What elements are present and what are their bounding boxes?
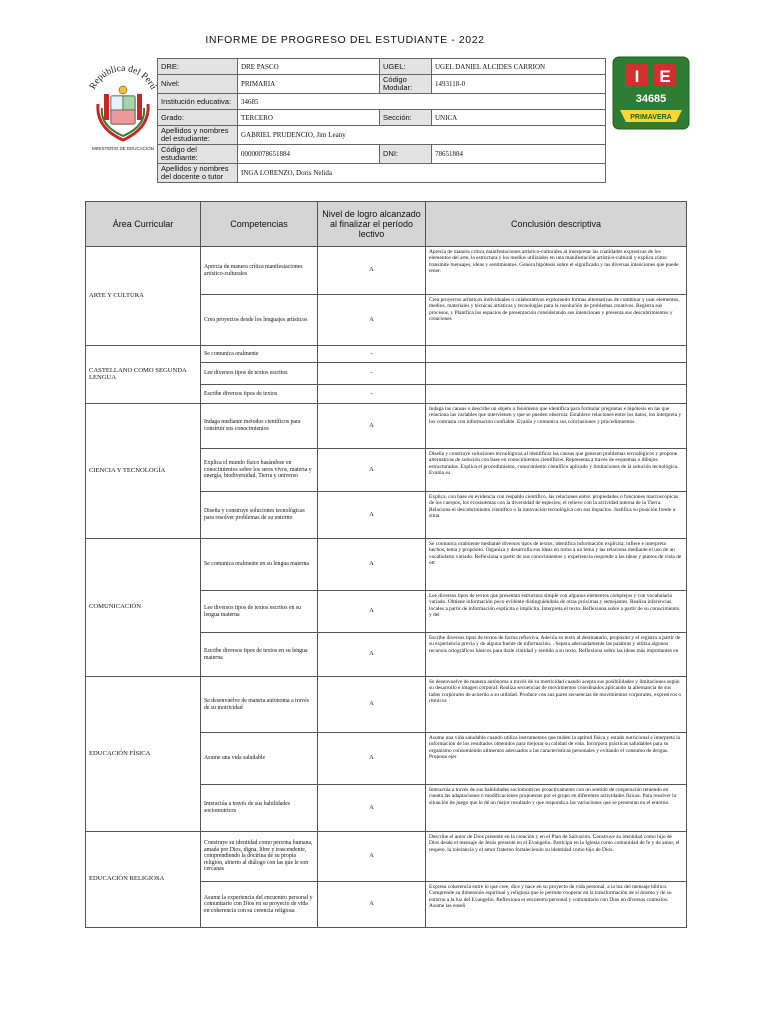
competencia-cell: Se comunica oralmente en su lengua materna <box>201 539 318 591</box>
conclusion-cell: Expresa coherencia entre lo que cree, dice y hace en su proyecto de vida personal, a la luz del mensaje bíblico. Comprende su dimensión espiritual y religiosa que le permite cooperar en la transformación de sí mismo y de su entorno a la luz del Evangelio. Reflexiona el encuentro personal y comunitario con Dios en diversos contextos. Asume las enseñ <box>426 882 687 928</box>
conclusion-cell: Interactúa a través de sus habilidades sociomotrices proactivamente con un sentido de cooperación teniendo en cuenta las adaptaciones o modificaciones propuestas por el grupo en diferentes actividades físicas. Para resolver la situación de juego que le dé un mejor resultado y que responda a las variaciones que se presentan en el entorno. <box>426 785 687 832</box>
competencia-cell: Diseña y construye soluciones tecnológicas para resolver problemas de su entorno <box>201 492 318 539</box>
svg-text:MINISTERIO DE EDUCACIÓN: MINISTERIO DE EDUCACIÓN <box>91 146 155 151</box>
dni-value: 78651884 <box>432 145 606 164</box>
conclusion-cell: Se comunica oralmente mediante diversos tipos de textos; identifica información explícita; infiere e interpreta hechos, tema y propósito. Organiza y desarrolla sus ideas en torno a un tema y las relaciona mediante el uso de un vocabulario variado. Reflexiona a partir de sus conocimientos y experiencia responde a las ideas y puntos de vista de otr <box>426 539 687 591</box>
estudiante-value: GABRIEL PRUDENCIO, Jim Leany <box>238 126 606 145</box>
conclusion-cell <box>426 346 687 363</box>
header-area: Área Curricular <box>86 202 201 247</box>
competencia-cell: Asume la experiencia del encuentro personal y comunitario con Dios en su proyecto de vida en coherencia con su creencia religiosa <box>201 882 318 928</box>
codigo-estudiante-label: Código del estudiante: <box>158 145 238 164</box>
competencia-cell: Se desenvuelve de manera autónoma a través de su motricidad <box>201 677 318 733</box>
institucion-value: 34685 <box>238 94 606 110</box>
competencia-cell: Aprecia de manera crítica manifestaciones artístico-culturales <box>201 247 318 295</box>
nivel-logro-cell: A <box>318 539 426 591</box>
conclusion-cell: Diseña y construye soluciones tecnológicas al identificar las causas que generan problemas tecnológicos y propone alternativas de solución con base en conocimientos científicos. Representa a través de esquemas o dibujos estructurados. Explica el procedimiento, conocimiento científico aplicado y limitaciones de la solución tecnológica. Evalúa su <box>426 449 687 492</box>
nivel-logro-cell: A <box>318 677 426 733</box>
conclusion-cell <box>426 363 687 385</box>
competencia-cell: Escribe diversos tipos de textos <box>201 385 318 404</box>
conclusion-cell: Lee diversos tipos de textos que presentan estructura simple con algunos elementos complejos y con vocabulario variado. Obtiene información poco evidente distinguiéndola de otras próximas y semejantes. Realiza inferencias locales a partir de información explícita e implícita. Interpreta el texto. Reflexiona sobre a partir de su conocimiento y del <box>426 591 687 633</box>
competencia-cell: Interactúa a través de sus habilidades sociomotrices <box>201 785 318 832</box>
nivel-logro-cell: A <box>318 832 426 882</box>
conclusion-cell <box>426 385 687 404</box>
dre-label: DRE: <box>158 59 238 75</box>
nivel-logro-cell: A <box>318 295 426 346</box>
area-castellano: CASTELLANO COMO SEGUNDA LENGUA <box>86 346 201 404</box>
nivel-logro-cell: A <box>318 404 426 449</box>
svg-text:I: I <box>634 67 640 86</box>
student-info-table <box>157 58 606 183</box>
seccion-label: Sección: <box>380 110 432 126</box>
seccion-value: UNICA <box>432 110 606 126</box>
header-conclusion: Conclusión descriptiva <box>426 202 687 247</box>
conclusion-cell: Crea proyectos artísticos individuales o colaborativos explorando formas alternativas de combinar y usar elementos, medios, materiales y técnicas artísticas y tecnologías para la resolución de problemas creativos. Registra sus procesos, y Planifica los espacios de presentación considerando sus intenciones y presenta sus descubrimientos y creaciones <box>426 295 687 346</box>
conclusion-cell: Explica, con base en evidencia con respaldo científico, las relaciones entre: propiedades o funciones macroscópicas de los cuerpos, los ecosistemas con la diversidad de especies; el relieve con la actividad interna de la Tierra. Relaciona el descubrimiento científico o la innovación tecnológica con sus impactos. Justifica su posición frente a situa <box>426 492 687 539</box>
competencia-cell: Indaga mediante métodos científicos para construir sus conocimientos <box>201 404 318 449</box>
nivel-value: PRIMARIA <box>238 75 380 94</box>
header-competencias: Competencias <box>201 202 318 247</box>
nivel-logro-cell: A <box>318 247 426 295</box>
svg-text:34685: 34685 <box>635 93 667 105</box>
ugel-value: UGEL DANIEL ALCIDES CARRION <box>432 59 606 75</box>
codigo-modular-label: Código Modular: <box>380 75 432 94</box>
peru-coat-of-arms-seal <box>84 50 162 154</box>
area-educacion-religiosa: EDUCACIÓN RELIGIOSA <box>86 832 201 928</box>
competencia-cell: Asume una vida saludable <box>201 733 318 785</box>
competencia-cell: Escribe diversos tipos de textos en su lengua materna <box>201 633 318 677</box>
estudiante-label: Apellidos y nombres del estudiante: <box>158 126 238 145</box>
school-shield-logo <box>612 56 690 130</box>
svg-text:PRIMAVERA: PRIMAVERA <box>630 114 672 121</box>
docente-label: Apellidos y nombres del docente o tutor <box>158 164 238 183</box>
svg-text:E: E <box>659 67 671 86</box>
nivel-label: Nivel: <box>158 75 238 94</box>
area-educacion-fisica: EDUCACIÓN FÍSICA <box>86 677 201 832</box>
nivel-logro-cell: A <box>318 633 426 677</box>
institucion-label: Institución educativa: <box>158 94 238 110</box>
ugel-label: UGEL: <box>380 59 432 75</box>
competencia-cell: Lee diversos tipos de textos escritos <box>201 363 318 385</box>
docente-value: INGA LORENZO, Doris Nelida <box>238 164 606 183</box>
nivel-logro-cell: A <box>318 449 426 492</box>
competencia-cell: Se comunica oralmente <box>201 346 318 363</box>
conclusion-cell: Indaga las causas o describe un objeto o fenómeno que identifica para formular preguntas e hipótesis en las que relaciona las variables que intervienen y que se pueden observar. Establece relaciones entre los datos, los interpreta y los contrasta con información confiable. Evalúa y comunica sus conclusiones y procedimientos. <box>426 404 687 449</box>
codigo-estudiante-value: 00000078651884 <box>238 145 380 164</box>
grado-label: Grado: <box>158 110 238 126</box>
nivel-logro-cell: A <box>318 492 426 539</box>
nivel-logro-cell: A <box>318 882 426 928</box>
header-nivel-logro: Nivel de logro alcanzado al finalizar el período lectivo <box>318 202 426 247</box>
report-title: INFORME DE PROGRESO DEL ESTUDIANTE - 2022 <box>205 34 485 46</box>
progress-table <box>85 201 687 928</box>
nivel-logro-cell: A <box>318 785 426 832</box>
nivel-logro-cell: - <box>318 385 426 404</box>
codigo-modular-value: 1493118-0 <box>432 75 606 94</box>
conclusion-cell: Escribe diversos tipos de textos de forma reflexiva. Adecúa su texto al destinatario, propósito y el registro a partir de su experiencia previa y de alguna fuente de información. . Separa adecuadamente las palabras y utiliza algunos recursos ortográficos básicos para darle claridad y sentido a su texto. Reflexiona sobre las ideas más importantes en <box>426 633 687 677</box>
competencia-cell: Explica el mundo físico basándose en conocimientos sobre los seres vivos, materia y energía, biodiversidad, Tierra y universo <box>201 449 318 492</box>
grado-value: TERCERO <box>238 110 380 126</box>
dni-label: DNI: <box>380 145 432 164</box>
conclusion-cell: Describe el amor de Dios presente en la creación y en el Plan de Salvación. Construye su identidad como hijo de Dios desde el mensaje de Jesús presente en el Evangelio. Participa en la Iglesia como comunidad de fe y de amor, el respeto, la tolerancia y el amor fraterno fortaleciendo su identidad como hijo de Dios. <box>426 832 687 882</box>
competencia-cell: Construye su identidad como persona humana, amada por Dios, digna, libre y trascendente, comprendiendo la doctrina de su propia religión, abierto al diálogo con las que le son cercanas <box>201 832 318 882</box>
nivel-logro-cell: - <box>318 346 426 363</box>
conclusion-cell: Aprecia de manera crítica manifestaciones artístico-culturales al interpretar las cualidades expresivas de los elementos del arte, la estructura y los medios utilizados en una manifestación artístico-cultural y explica cómo transmite mensajes, ideas y sentimientos. Genera hipótesis sobre el significado y las diversas intenciones que puede tener. <box>426 247 687 295</box>
conclusion-cell: Se desenvuelve de manera autónoma a través de su motricidad cuando acepta sus posibilidades y limitaciones según su desarrollo e imagen corporal. Realiza secuencias de movimientos coordinados aplicando la alternancia de sus lados corporales de acuerdo a su utilidad. Produce con sus pares secuencias de movimientos corporales, expresivos o rítmicos <box>426 677 687 733</box>
area-arte-cultura: ARTE Y CULTURA <box>86 247 201 346</box>
nivel-logro-cell: A <box>318 591 426 633</box>
conclusion-cell: Asume una vida saludable cuando utiliza instrumentos que miden la aptitud física y estado nutricional e interpreta la información de los resultados obtenidos para mejorar su calidad de vida. Incorpora prácticas saludables para su organismo consumiendo alimentos adecuados a las características personales y evitando el consumo de drogas. Propone ejer <box>426 733 687 785</box>
area-comunicacion: COMUNICACIÓN <box>86 539 201 677</box>
area-ciencia-tecnologia: CIENCIA Y TECNOLOGÍA <box>86 404 201 539</box>
competencia-cell: Lee diversos tipos de textos escritos en su lengua materna <box>201 591 318 633</box>
nivel-logro-cell: - <box>318 363 426 385</box>
competencia-cell: Crea proyectos desde los lenguajes artísticos <box>201 295 318 346</box>
nivel-logro-cell: A <box>318 733 426 785</box>
dre-value: DRE PASCO <box>238 59 380 75</box>
svg-text:República del Perú: República del Perú <box>88 63 158 92</box>
